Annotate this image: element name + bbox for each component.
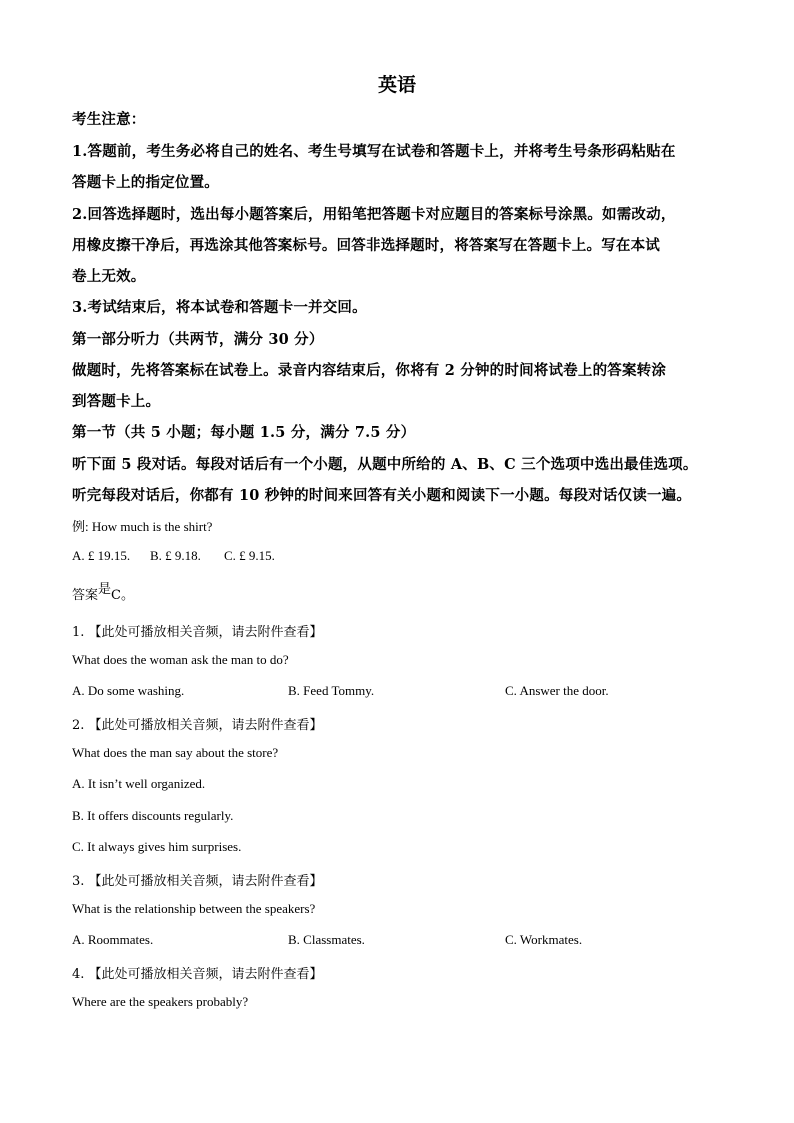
question-text: What does the man say about the store? [72,745,279,760]
notice-line: 2.回答选择题时，选出每小题答案后，用铅笔把答题卡对应题目的答案标号涂黑。如需改动， [72,206,676,223]
notice-line: 卷上无效。 [72,268,146,285]
option-a: A. Do some washing. [72,683,185,698]
page-title: 英语 [377,74,416,96]
option-c: C. Workmates. [505,932,583,947]
question-text: Where are the speakers probably? [72,994,249,1009]
section1-heading: 第一节（共 5 小题；每小题 1.5 分，满分 7.5 分） [72,424,416,441]
example-question: 例: How much is the shirt? [72,519,213,534]
notice-line: 答题卡上的指定位置。 [72,174,219,191]
answer-value: C。 [111,588,134,603]
question-text: What does the woman ask the man to do? [72,652,289,667]
answer-superscript: 是 [98,582,112,597]
example-answer [72,584,134,603]
section1-instruction: 听下面 5 段对话。每段对话后有一个小题，从题中所给的 A、B、C 三个选项中选出最佳选项。 [72,456,698,473]
notice-line: 3.考试结束后，将本试卷和答题卡一并交回。 [72,299,367,316]
part1-heading: 第一部分听力（共两节，满分 30 分） [72,331,324,348]
notice-line: 1.答题前，考生务必将自己的姓名、考生号填写在试卷和答题卡上，并将考生号条形码粘贴在 [72,143,676,160]
option-b: B. Classmates. [288,932,365,947]
section1-instruction: 听完每段对话后，你都有 10 秒钟的时间来回答有关小题和阅读下一小题。每段对话仅读一遍。 [72,487,692,504]
audio-placeholder[interactable]: 4. 【此处可播放相关音频，请去附件查看】 [72,967,323,982]
example-option-b: B. £ 9.18. [150,548,201,563]
option-b: B. Feed Tommy. [288,683,375,698]
option-a: A. Roommates. [72,932,154,947]
part1-instruction: 做题时，先将答案标在试卷上。录音内容结束后，你将有 2 分钟的时间将试卷上的答案转涂 [72,362,667,379]
audio-placeholder[interactable]: 3. 【此处可播放相关音频，请去附件查看】 [72,874,323,889]
part1-instruction: 到答题卡上。 [72,393,161,410]
option-c: C. It always gives him surprises. [72,839,242,854]
notice-line: 用橡皮擦干净后，再选涂其他答案标号。回答非选择题时，将答案写在答题卡上。写在本试 [72,237,660,254]
question-text: What is the relationship between the speakers? [72,901,316,916]
audio-placeholder[interactable]: 1. 【此处可播放相关音频，请去附件查看】 [72,625,323,640]
option-b: B. It offers discounts regularly. [72,808,234,823]
audio-placeholder[interactable]: 2. 【此处可播放相关音频，请去附件查看】 [72,718,323,733]
answer-label: 答案 [72,588,99,603]
notice-heading: 考生注意： [72,111,146,128]
example-option-c: C. £ 9.15. [224,548,275,563]
example-option-a: A. £ 19.15. [72,548,131,563]
option-a: A. It isn’t well organized. [72,776,206,791]
option-c: C. Answer the door. [505,683,609,698]
